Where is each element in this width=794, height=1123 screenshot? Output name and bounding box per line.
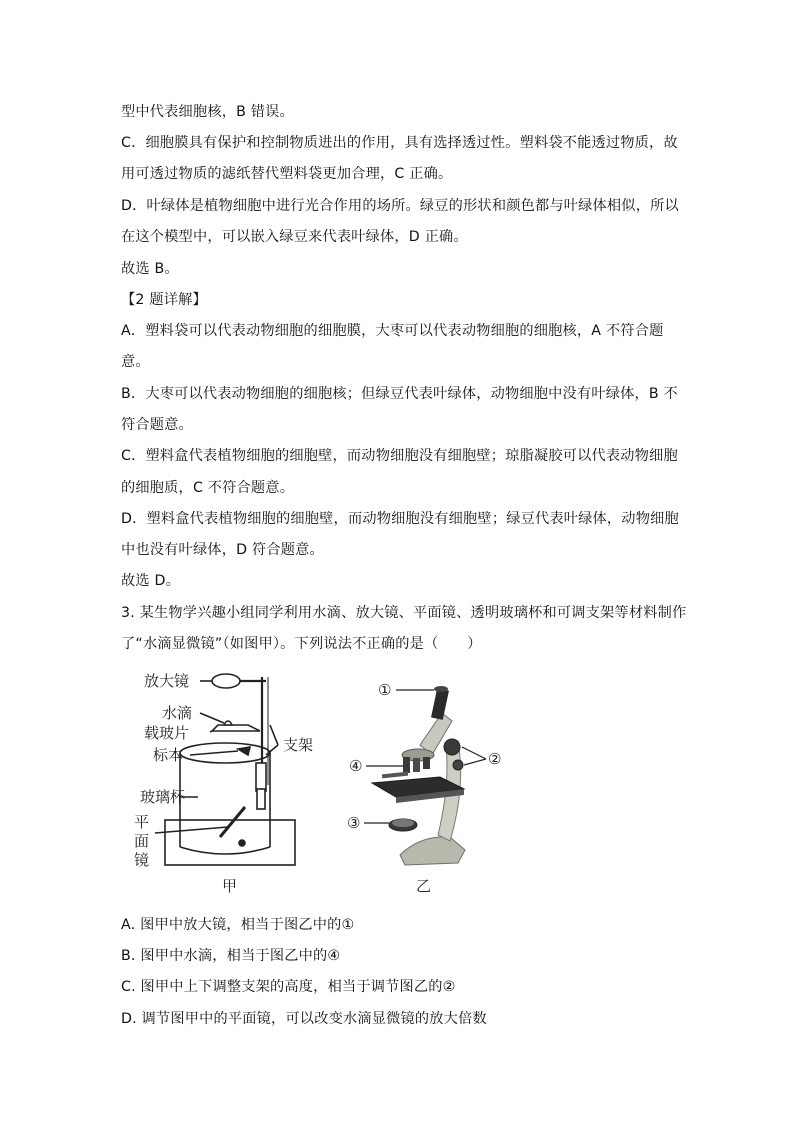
stage-clip-1 xyxy=(382,772,408,779)
marker-2: ② xyxy=(488,750,502,768)
option-c: C. 图甲中上下调整支架的高度，相当于调节图乙的② xyxy=(121,979,456,995)
text-line: 故选 B。 xyxy=(121,261,179,277)
label-mirror-2: 面 xyxy=(134,832,150,850)
caption-jia: 甲 xyxy=(222,877,238,895)
water-drop-icon xyxy=(224,721,232,725)
label-water-drop: 水滴 xyxy=(162,704,193,722)
objective-3 xyxy=(423,757,430,769)
leader-m2b xyxy=(464,759,486,765)
microscope-base xyxy=(400,837,465,865)
mirror-pivot xyxy=(239,840,245,846)
option-a: A. 图甲中放大镜，相当于图乙中的① xyxy=(121,917,355,933)
text-line: 型中代表细胞核，B 错误。 xyxy=(121,104,294,120)
glass-cup-bottom xyxy=(180,847,270,854)
text-line: C．塑料盒代表植物细胞的细胞壁，而动物细胞没有细胞壁；琼脂凝胶可以代表动物细胞 xyxy=(121,448,678,464)
question-stem: 了“水滴显微镜”（如图甲）。下列说法不正确的是（ ） xyxy=(121,636,482,652)
label-mirror-1: 平 xyxy=(134,813,150,831)
objective-1 xyxy=(403,757,410,773)
label-mirror-3: 镜 xyxy=(134,851,150,869)
leader-stand-1 xyxy=(270,725,278,745)
leader-water-drop xyxy=(200,713,224,723)
label-stand: 支架 xyxy=(283,736,314,754)
text-line: D．塑料盒代表植物细胞的细胞壁，而动物细胞没有细胞壁；绿豆代表叶绿体，动物细胞 xyxy=(121,511,679,527)
objective-2 xyxy=(413,758,420,772)
plane-mirror xyxy=(220,807,245,837)
text-line: C．细胞膜具有保护和控制物质进出的作用，具有选择透过性。塑料袋不能透过物质，故 xyxy=(121,135,678,151)
text-line: 中也没有叶绿体，D 符合题意。 xyxy=(121,542,324,558)
stand-lower xyxy=(257,789,265,809)
eyepiece xyxy=(431,688,449,720)
figure-yi xyxy=(364,686,486,865)
figure-svg xyxy=(120,665,540,900)
eyepiece-top xyxy=(434,686,448,692)
question-stem: 3. 某生物学兴趣小组同学利用水滴、放大镜、平面镜、透明玻璃杯和可调支架等材料制作 xyxy=(121,605,687,621)
fine-focus-knob xyxy=(453,760,463,770)
glass-cup-top xyxy=(180,743,270,763)
leader-slide xyxy=(210,731,212,732)
text-line: 在这个模型中，可以嵌入绿豆来代表叶绿体，D 正确。 xyxy=(121,229,468,245)
section-heading: 【2 题详解】 xyxy=(121,292,207,308)
text-line: B．大枣可以代表动物细胞的细胞核；但绿豆代表叶绿体，动物细胞中没有叶绿体，B 不 xyxy=(121,386,678,402)
marker-1: ① xyxy=(378,681,392,699)
label-glass-cup: 玻璃杯 xyxy=(140,788,186,806)
marker-3: ③ xyxy=(347,814,361,832)
text-line: 意。 xyxy=(121,354,150,370)
figure xyxy=(120,665,540,900)
slide-arm xyxy=(212,725,260,731)
reflector-mirror-face xyxy=(392,819,414,827)
marker-4: ④ xyxy=(349,757,363,775)
text-line: A．塑料袋可以代表动物细胞的细胞膜，大枣可以代表动物细胞的细胞核，A 不符合题 xyxy=(121,323,664,339)
label-magnifier: 放大镜 xyxy=(144,672,190,690)
text-line: 符合题意。 xyxy=(121,417,193,433)
label-slide: 载玻片 xyxy=(144,724,190,742)
magnifier-lens xyxy=(212,674,240,688)
text-line: 的细胞质，C 不符合题意。 xyxy=(121,480,295,496)
coarse-focus-knob xyxy=(444,739,460,755)
caption-yi: 乙 xyxy=(416,877,432,895)
option-b: B. 图甲中水滴，相当于图乙中的④ xyxy=(121,948,341,964)
figure-jia xyxy=(155,674,295,865)
text-line: 用可透过物质的滤纸替代塑料袋更加合理，C 正确。 xyxy=(121,166,453,182)
text-line: 故选 D。 xyxy=(121,573,180,589)
text-line: D．叶绿体是植物细胞中进行光合作用的场所。绿豆的形状和颜色都与叶绿体相似，所以 xyxy=(121,198,679,214)
stand-clamp xyxy=(256,763,266,791)
leader-mirror xyxy=(155,827,228,833)
leader-m2a xyxy=(462,747,486,759)
option-d: D. 调节图甲中的平面镜，可以改变水滴显微镜的放大倍数 xyxy=(121,1011,487,1027)
label-specimen: 标本 xyxy=(153,746,184,764)
